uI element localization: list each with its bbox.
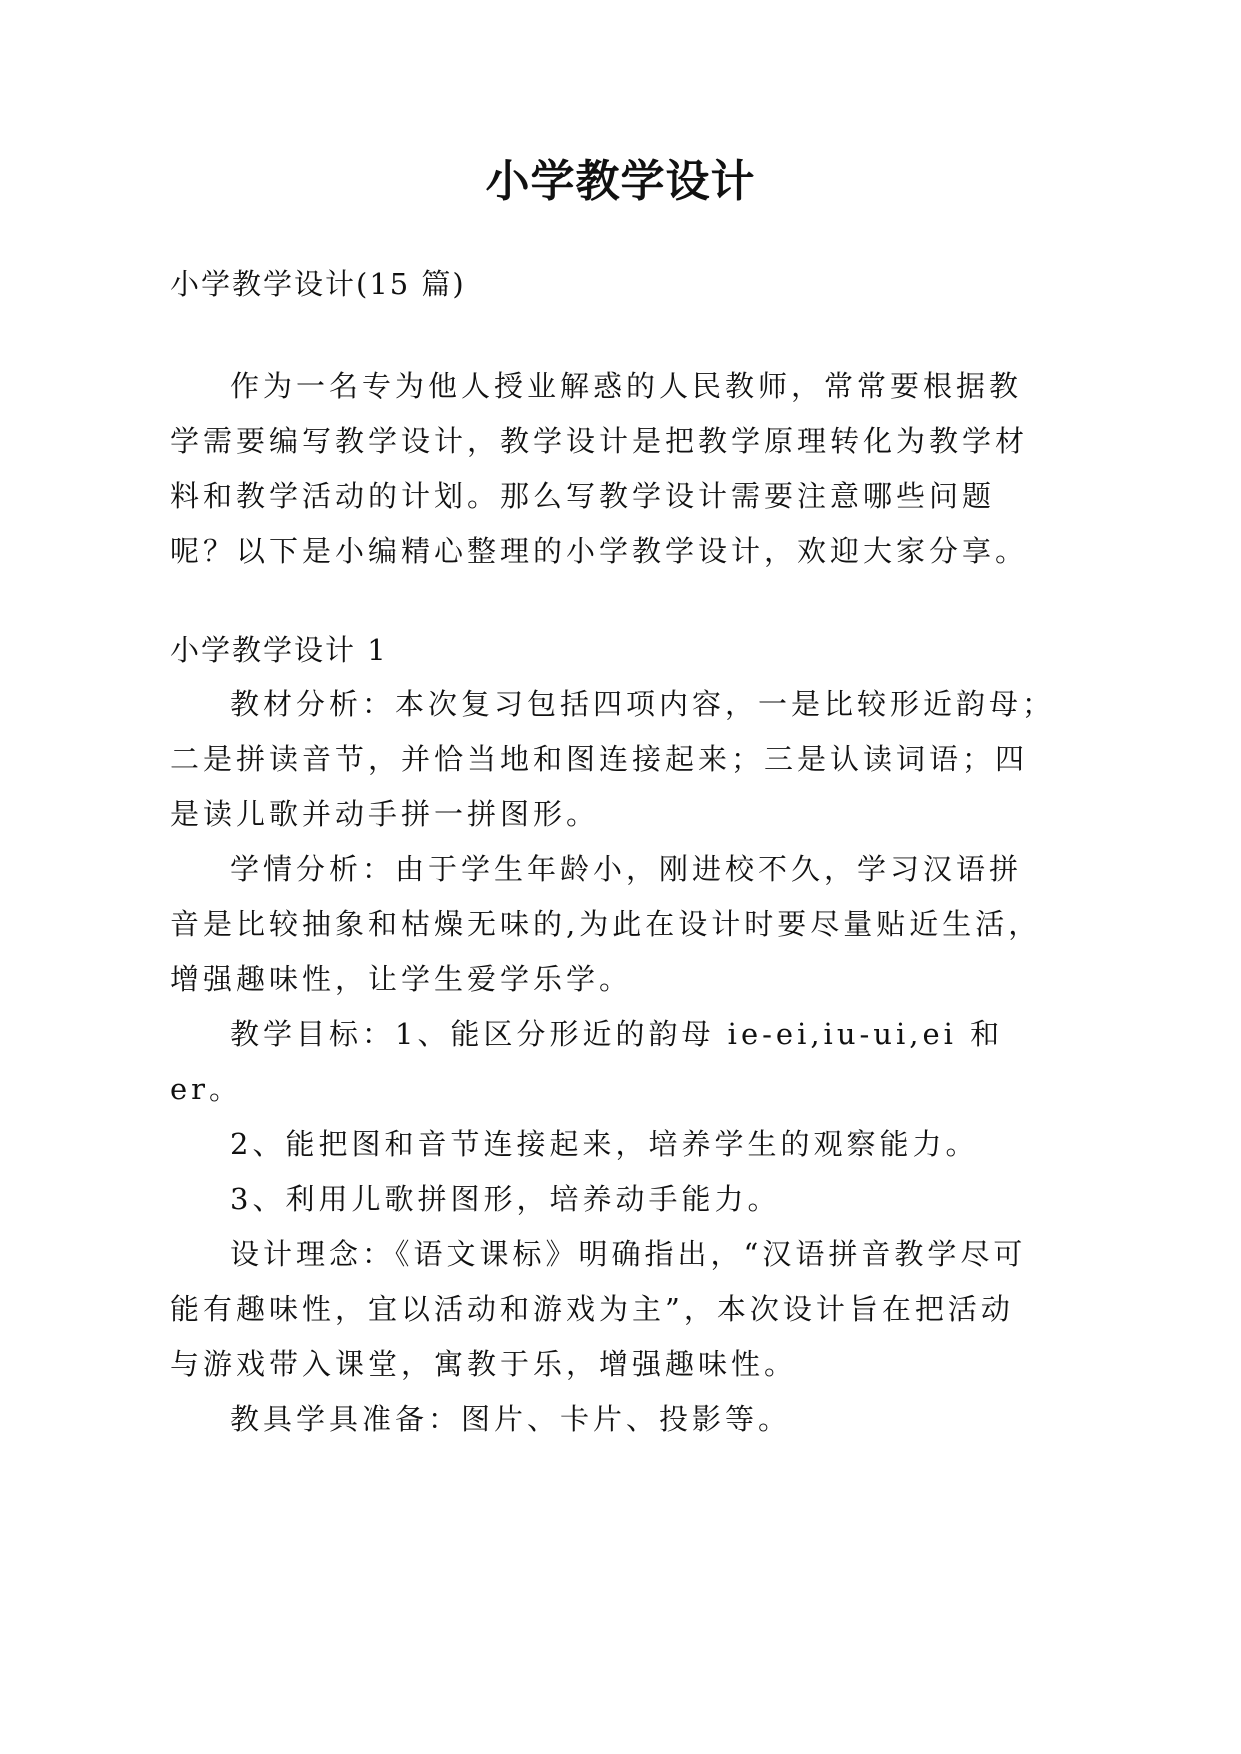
body-text-line: 设计理念：《语文课标》明确指出，“汉语拼音教学尽可	[230, 1237, 1027, 1271]
intro-paragraph-line: 呢？以下是小编精心整理的小学教学设计，欢迎大家分享。	[170, 534, 1029, 568]
document-subtitle: 小学教学设计(15 篇)	[170, 267, 466, 301]
intro-paragraph-line: 作为一名专为他人授业解惑的人民教师，常常要根据教	[230, 369, 1023, 403]
body-text-line: 是读儿歌并动手拼一拼图形。	[170, 797, 600, 831]
body-text-line: 教具学具准备：图片、卡片、投影等。	[230, 1402, 792, 1436]
body-text-line: 与游戏带入课堂，寓教于乐，增强趣味性。	[170, 1347, 798, 1381]
body-text-line: 能有趣味性，宜以活动和游戏为主”，本次设计旨在把活动	[170, 1292, 1014, 1326]
document-title: 小学教学设计	[485, 156, 756, 207]
body-text-line: 3、利用儿歌拼图形，培养动手能力。	[230, 1182, 781, 1216]
body-text-line: 学情分析：由于学生年龄小，刚进校不久，学习汉语拼	[230, 852, 1023, 886]
intro-paragraph-line: 料和教学活动的计划。那么写教学设计需要注意哪些问题	[170, 479, 996, 513]
body-text-line: er。	[170, 1072, 243, 1106]
body-text-line: 二是拼读音节，并恰当地和图连接起来；三是认读词语；四	[170, 742, 1029, 776]
body-text-line: 音是比较抽象和枯燥无味的,为此在设计时要尽量贴近生活，	[170, 907, 1042, 941]
body-text-line: 增强趣味性，让学生爱学乐学。	[170, 962, 633, 996]
section-heading: 小学教学设计 1	[170, 633, 388, 667]
body-text-line: 2、能把图和音节连接起来，培养学生的观察能力。	[230, 1127, 979, 1161]
body-text-line: 教学目标：1、能区分形近的韵母 ie-ei,iu-ui,ei 和	[230, 1017, 1004, 1051]
body-text-line: 教材分析：本次复习包括四项内容，一是比较形近韵母；	[230, 687, 1056, 721]
intro-paragraph-line: 学需要编写教学设计，教学设计是把教学原理转化为教学材	[170, 424, 1029, 458]
